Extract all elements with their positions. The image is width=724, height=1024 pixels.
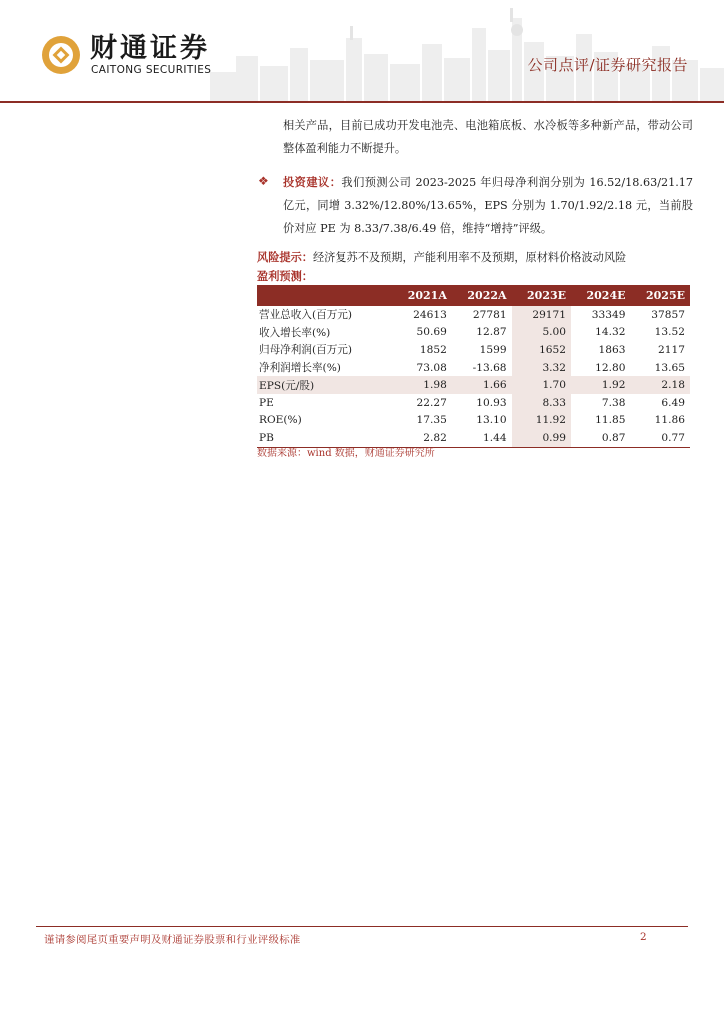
table-cell: 27781: [472, 308, 507, 321]
investment-advice-label: 投资建议：: [283, 175, 342, 189]
table-cell: 14.32: [595, 326, 626, 339]
table-cell: 2.82: [392, 429, 452, 447]
table-cell: 0.87: [571, 429, 630, 447]
diamond-bullet-icon: ❖: [258, 174, 269, 188]
row-label: PE: [259, 396, 274, 409]
table-cell: 13.10: [476, 414, 507, 427]
table-header-row: [257, 285, 690, 306]
table-cell: 1.70: [512, 376, 571, 394]
risk-warning-label: 风险提示：: [257, 250, 313, 264]
investment-advice-paragraph: [283, 171, 693, 240]
table-cell: 10.93: [476, 396, 507, 409]
table-header-cell: [257, 285, 392, 306]
footer-divider: [36, 926, 688, 927]
table-source-note: 数据来源：wind 数据，财通证券研究所: [257, 448, 435, 459]
table-header-cell: 2024E: [571, 285, 630, 306]
table-cell: 22.27: [416, 396, 447, 409]
table-cell: 8.33: [512, 394, 571, 412]
table-cell: 24613: [413, 308, 447, 321]
row-label: ROE(%): [259, 414, 302, 427]
logo-chinese-name: 财通证券: [90, 33, 210, 64]
row-label: 归母净利润(百万元): [259, 344, 353, 357]
table-header-cell: 2022A: [452, 285, 512, 306]
table-cell: 2117: [658, 343, 685, 356]
row-label: 营业总收入(百万元): [259, 309, 353, 322]
table-cell: 1599: [479, 343, 507, 356]
table-cell: 1852: [419, 343, 447, 356]
table-cell: 11.92: [512, 412, 571, 430]
table-cell: 12.87: [476, 326, 507, 339]
table-header-cell: 2025E: [631, 285, 691, 306]
table-cell: 6.49: [661, 396, 685, 409]
earnings-forecast-table: [257, 285, 690, 448]
forecast-title: 盈利预测：: [257, 269, 313, 283]
table-cell: 5.00: [512, 324, 571, 342]
risk-warning: [257, 247, 697, 268]
table-cell: 3.32: [512, 359, 571, 377]
risk-warning-text: 经济复苏不及预期，产能利用率不及预期，原材料价格波动风险: [312, 251, 627, 264]
table-cell: 2.18: [631, 376, 691, 394]
investment-advice-text: 我们预测公司 2023-2025 年归母净利润分别为 16.52/18.63/21.17 亿元，同增 3.32%/12.80%/13.65%，EPS 分别为 1.70/1.92/2.18 元，当前股价对应 PE 为 8.33/7.38/6.49 倍，维持“增持”评级。: [283, 176, 693, 235]
product-paragraph: 相关产品，目前已成功开发电池壳、电池箱底板、水冷板等多种新产品，带动公司整体盈利能力不断提升。: [283, 119, 693, 155]
table-row: [257, 394, 690, 412]
row-label: PB: [257, 429, 392, 447]
table-cell: 1863: [598, 343, 626, 356]
row-label: 净利润增长率(%): [259, 362, 341, 375]
table-cell: 12.80: [595, 361, 626, 374]
table-cell: 73.08: [416, 361, 447, 374]
table-row: [257, 341, 690, 359]
table-cell: 50.69: [416, 326, 447, 339]
table-cell: 1.44: [452, 429, 512, 447]
table-cell: 7.38: [601, 396, 626, 409]
table-cell: 33349: [591, 308, 626, 321]
table-cell: 1.92: [571, 376, 630, 394]
table-header-cell: 2023E: [512, 285, 571, 306]
table-cell: 37857: [651, 308, 685, 321]
table-header-cell: 2021A: [392, 285, 452, 306]
table-cell: 1.98: [392, 376, 452, 394]
table-cell: 0.99: [512, 429, 571, 447]
report-type-label: 公司点评/证券研究报告: [527, 56, 688, 74]
footer-disclaimer: 谨请参阅尾页重要声明及财通证券股票和行业评级标准: [44, 934, 301, 946]
logo-english-name: CAITONG SECURITIES: [91, 64, 212, 76]
caitong-logo-icon: [40, 34, 82, 76]
table-cell: 1652: [512, 341, 571, 359]
table-row: [257, 359, 690, 377]
page-header: [0, 0, 724, 106]
table-cell: 13.65: [654, 361, 685, 374]
table-cell: 11.86: [654, 414, 685, 427]
page-number: 2: [640, 931, 647, 943]
table-cell: 13.52: [654, 326, 685, 339]
table-cell: 11.85: [595, 414, 626, 427]
row-label: 收入增长率(%): [259, 326, 331, 339]
header-divider: [0, 101, 724, 103]
table-cell: 0.77: [631, 429, 691, 447]
table-cell: 1.66: [452, 376, 512, 394]
table-cell: -13.68: [472, 361, 507, 374]
table-row: [257, 412, 690, 430]
table-cell: 29171: [512, 306, 571, 324]
table-row: [257, 376, 690, 394]
table-cell: 17.35: [416, 414, 447, 427]
row-label: EPS(元/股): [257, 376, 392, 394]
table-row: [257, 306, 690, 324]
table-row: [257, 324, 690, 342]
